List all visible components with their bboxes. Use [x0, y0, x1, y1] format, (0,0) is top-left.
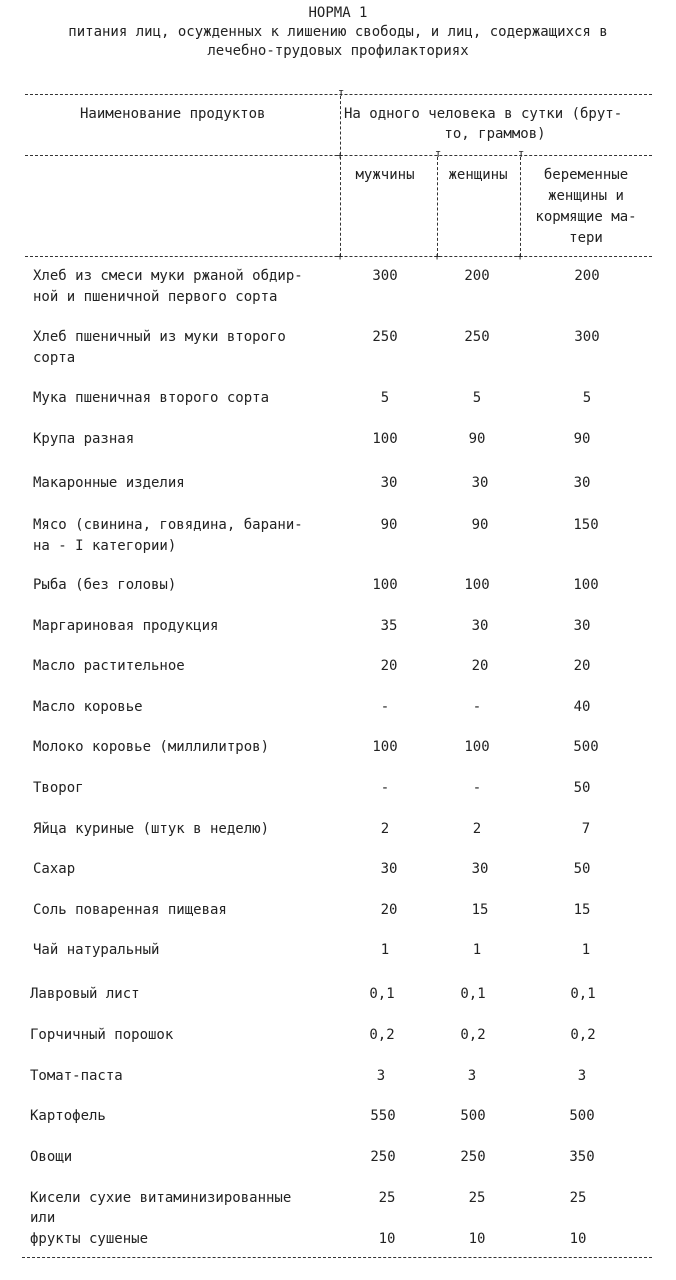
table-bottom-rule [22, 1257, 652, 1258]
row-product-name: Крупа разная [33, 431, 135, 447]
row-pregnant-value: 0,1 [570, 986, 596, 1002]
row-men-value: 0,1 [369, 986, 395, 1002]
row-product-name: Мясо (свинина, говядина, барани- [33, 517, 303, 533]
row-women-value: 100 [464, 577, 490, 593]
rule-junction-mark: + [516, 250, 524, 263]
rule-junction-mark: т [337, 86, 345, 99]
row-pregnant-value: 40 [573, 699, 591, 715]
row-men-value: 1 [380, 942, 390, 958]
row-product-name: ной и пшеничной первого сорта [33, 289, 278, 305]
row-women-value: 25 [468, 1190, 486, 1206]
row-men-value: 2 [380, 821, 390, 837]
header-group-line2: то, граммов) [444, 126, 546, 142]
header-pregnant-line2: женщины и [548, 188, 624, 204]
row-product-name: Хлеб из смеси муки ржаной обдир- [33, 268, 303, 284]
row-men-value: 250 [372, 329, 398, 345]
row-pregnant-value: 350 [569, 1149, 595, 1165]
row-women-value: 1 [472, 942, 482, 958]
row-men-value: 90 [380, 517, 398, 533]
row-women-value: 30 [471, 475, 489, 491]
row-product-name: Картофель [30, 1108, 106, 1124]
row-pregnant-value: 150 [573, 517, 599, 533]
row-men-value: 100 [372, 577, 398, 593]
row-women-value: 30 [471, 618, 489, 634]
row-product-name: сорта [33, 350, 76, 366]
row-women-value: 90 [471, 517, 489, 533]
row-women-value: 250 [464, 329, 490, 345]
row-product-name: Мука пшеничная второго сорта [33, 390, 270, 406]
row-women-value: - [472, 780, 482, 796]
row-men-value: 3 [376, 1068, 386, 1084]
row-product-name: Масло коровье [33, 699, 143, 715]
row-product-name: фрукты сушеные [30, 1231, 149, 1247]
rule-junction-mark: + [433, 250, 441, 263]
column-divider-product [340, 96, 341, 256]
header-pregnant-line4: тери [569, 230, 603, 246]
rule-junction-mark: + [336, 149, 344, 162]
row-men-value: 300 [372, 268, 398, 284]
row-product-name: Овощи [30, 1149, 73, 1165]
column-divider-men [437, 157, 438, 256]
row-men-value: 30 [380, 475, 398, 491]
row-product-name: Лавровый лист [30, 986, 140, 1002]
row-men-value: 550 [370, 1108, 396, 1124]
row-women-value: 20 [471, 658, 489, 674]
row-men-value: - [380, 699, 390, 715]
row-product-name: Яйца куриные (штук в неделю) [33, 821, 270, 837]
row-pregnant-value: 5 [582, 390, 592, 406]
row-pregnant-value: 20 [573, 658, 591, 674]
row-product-name: на - I категории) [33, 538, 177, 554]
row-women-value: - [472, 699, 482, 715]
row-women-value: 90 [468, 431, 486, 447]
row-pregnant-value: 10 [569, 1231, 587, 1247]
row-women-value: 500 [460, 1108, 486, 1124]
row-product-name: Кисели сухие витаминизированные [30, 1190, 292, 1206]
header-men: мужчины [355, 167, 415, 183]
row-men-value: 35 [380, 618, 398, 634]
row-product-name: Молоко коровье (миллилитров) [33, 739, 270, 755]
row-men-value: 30 [380, 861, 398, 877]
row-men-value: 25 [378, 1190, 396, 1206]
row-women-value: 200 [464, 268, 490, 284]
row-product-name: Рыба (без головы) [33, 577, 177, 593]
row-men-value: 10 [378, 1231, 396, 1247]
row-pregnant-value: 7 [581, 821, 591, 837]
row-pregnant-value: 500 [573, 739, 599, 755]
row-pregnant-value: 200 [574, 268, 600, 284]
row-product-name: Соль поваренная пищевая [33, 902, 227, 918]
row-men-value: - [380, 780, 390, 796]
row-women-value: 100 [464, 739, 490, 755]
row-women-value: 2 [472, 821, 482, 837]
header-group-line1: На одного человека в сутки (брут- [344, 106, 623, 122]
row-product-name: Сахар [33, 861, 76, 877]
row-pregnant-value: 30 [573, 618, 591, 634]
row-pregnant-value: 15 [573, 902, 591, 918]
row-pregnant-value: 0,2 [570, 1027, 596, 1043]
row-men-value: 20 [380, 658, 398, 674]
column-divider-women [520, 157, 521, 256]
row-women-value: 0,1 [460, 986, 486, 1002]
row-product-name: Макаронные изделия [33, 475, 185, 491]
row-product-name: Маргариновая продукция [33, 618, 219, 634]
row-men-value: 100 [372, 739, 398, 755]
row-pregnant-value: 3 [577, 1068, 587, 1084]
row-men-value: 0,2 [369, 1027, 395, 1043]
document-subtitle-line1: питания лиц, осужденных к лишению свободы, и лиц, содержащихся в [68, 24, 608, 40]
row-pregnant-value: 100 [573, 577, 599, 593]
row-men-value: 20 [380, 902, 398, 918]
row-women-value: 30 [471, 861, 489, 877]
header-pregnant-line1: беременные [543, 167, 629, 183]
row-product-name: Хлеб пшеничный из муки второго [33, 329, 286, 345]
header-product: Наименование продуктов [80, 106, 266, 122]
header-women: женщины [448, 167, 508, 183]
row-product-name: Горчичный порошок [30, 1027, 174, 1043]
row-men-value: 100 [372, 431, 398, 447]
row-women-value: 3 [467, 1068, 477, 1084]
row-pregnant-value: 90 [573, 431, 591, 447]
row-pregnant-value: 500 [569, 1108, 595, 1124]
row-women-value: 250 [460, 1149, 486, 1165]
row-pregnant-value: 30 [573, 475, 591, 491]
row-women-value: 15 [471, 902, 489, 918]
row-product-name: или [30, 1210, 56, 1226]
row-women-value: 5 [472, 390, 482, 406]
row-pregnant-value: 50 [573, 780, 591, 796]
row-pregnant-value: 50 [573, 861, 591, 877]
row-product-name: Творог [33, 780, 84, 796]
row-pregnant-value: 1 [581, 942, 591, 958]
row-product-name: Чай натуральный [33, 942, 160, 958]
row-women-value: 0,2 [460, 1027, 486, 1043]
rule-junction-mark: + [336, 250, 344, 263]
rule-junction-mark: т [434, 147, 442, 160]
row-women-value: 10 [468, 1231, 486, 1247]
document-title: НОРМА 1 [308, 5, 368, 21]
row-product-name: Масло растительное [33, 658, 185, 674]
row-pregnant-value: 300 [574, 329, 600, 345]
rule-junction-mark: т [517, 147, 525, 160]
row-product-name: Томат-паста [30, 1068, 123, 1084]
document-subtitle-line2: лечебно-трудовых профилакториях [207, 43, 469, 59]
row-men-value: 250 [370, 1149, 396, 1165]
header-pregnant-line3: кормящие ма- [535, 209, 637, 225]
row-men-value: 5 [380, 390, 390, 406]
row-pregnant-value: 25 [569, 1190, 587, 1206]
